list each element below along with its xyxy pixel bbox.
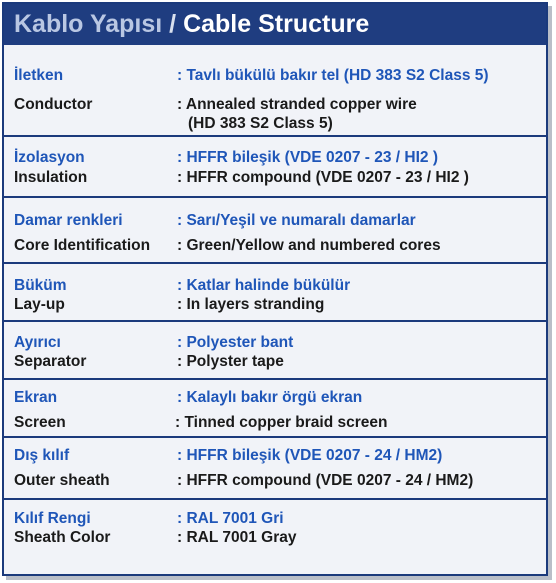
spec-value: : Tavlı bükülü bakır tel (HD 383 S2 Class 5) — [177, 67, 489, 84]
spec-label: Ekran — [14, 389, 58, 406]
spec-value: : Polyester bant — [177, 334, 294, 351]
spec-value: (HD 383 S2 Class 5) — [188, 115, 333, 132]
spec-section-screen — [4, 380, 546, 438]
spec-value: : Green/Yellow and numbered cores — [177, 237, 441, 254]
cable-structure-card — [2, 2, 548, 576]
spec-label: Damar renkleri — [14, 212, 123, 229]
spec-section-sheath-color — [4, 500, 546, 570]
spec-label: Ayırıcı — [14, 334, 61, 351]
spec-label: Outer sheath — [14, 472, 110, 489]
spec-table — [4, 45, 546, 570]
spec-section-lay-up — [4, 264, 546, 322]
title-english: Cable Structure — [183, 10, 370, 38]
title-separator: / — [162, 10, 184, 38]
spec-value: : RAL 7001 Gri — [177, 510, 284, 527]
spec-label: Separator — [14, 353, 87, 370]
page-title — [4, 4, 546, 45]
spec-value: : Sarı/Yeşil ve numaralı damarlar — [177, 212, 416, 229]
spec-section-core-identification — [4, 198, 546, 264]
spec-value: : HFFR compound (VDE 0207 - 24 / HM2) — [177, 472, 474, 489]
spec-label: Lay-up — [14, 296, 65, 313]
spec-value: : HFFR bileşik (VDE 0207 - 24 / HM2) — [177, 447, 443, 464]
spec-label: Screen — [14, 414, 66, 431]
spec-section-conductor — [4, 45, 546, 137]
spec-value: : HFFR bileşik (VDE 0207 - 23 / HI2 ) — [177, 149, 438, 166]
spec-value: : Kalaylı bakır örgü ekran — [177, 389, 363, 406]
spec-label: Kılıf Rengi — [14, 510, 91, 527]
spec-label: Insulation — [14, 169, 88, 186]
spec-value: : Annealed stranded copper wire — [177, 96, 417, 113]
spec-section-separator — [4, 322, 546, 380]
spec-value: : In layers stranding — [177, 296, 325, 313]
title-turkish: Kablo Yapısı — [14, 10, 163, 38]
spec-value: : RAL 7001 Gray — [177, 529, 297, 546]
spec-value: : Polyster tape — [177, 353, 284, 370]
spec-label: Dış kılıf — [14, 447, 70, 464]
spec-section-outer-sheath — [4, 438, 546, 500]
spec-value: : Tinned copper braid screen — [175, 414, 388, 431]
spec-label: Conductor — [14, 96, 93, 113]
spec-label: Core Identification — [14, 237, 151, 254]
spec-label: Sheath Color — [14, 529, 111, 546]
spec-label: Büküm — [14, 277, 67, 294]
spec-value: : Katlar halinde bükülür — [177, 277, 351, 294]
spec-value: : HFFR compound (VDE 0207 - 23 / HI2 ) — [177, 169, 469, 186]
spec-label: İzolasyon — [14, 149, 85, 166]
spec-label: İletken — [14, 67, 64, 84]
spec-section-insulation — [4, 137, 546, 198]
